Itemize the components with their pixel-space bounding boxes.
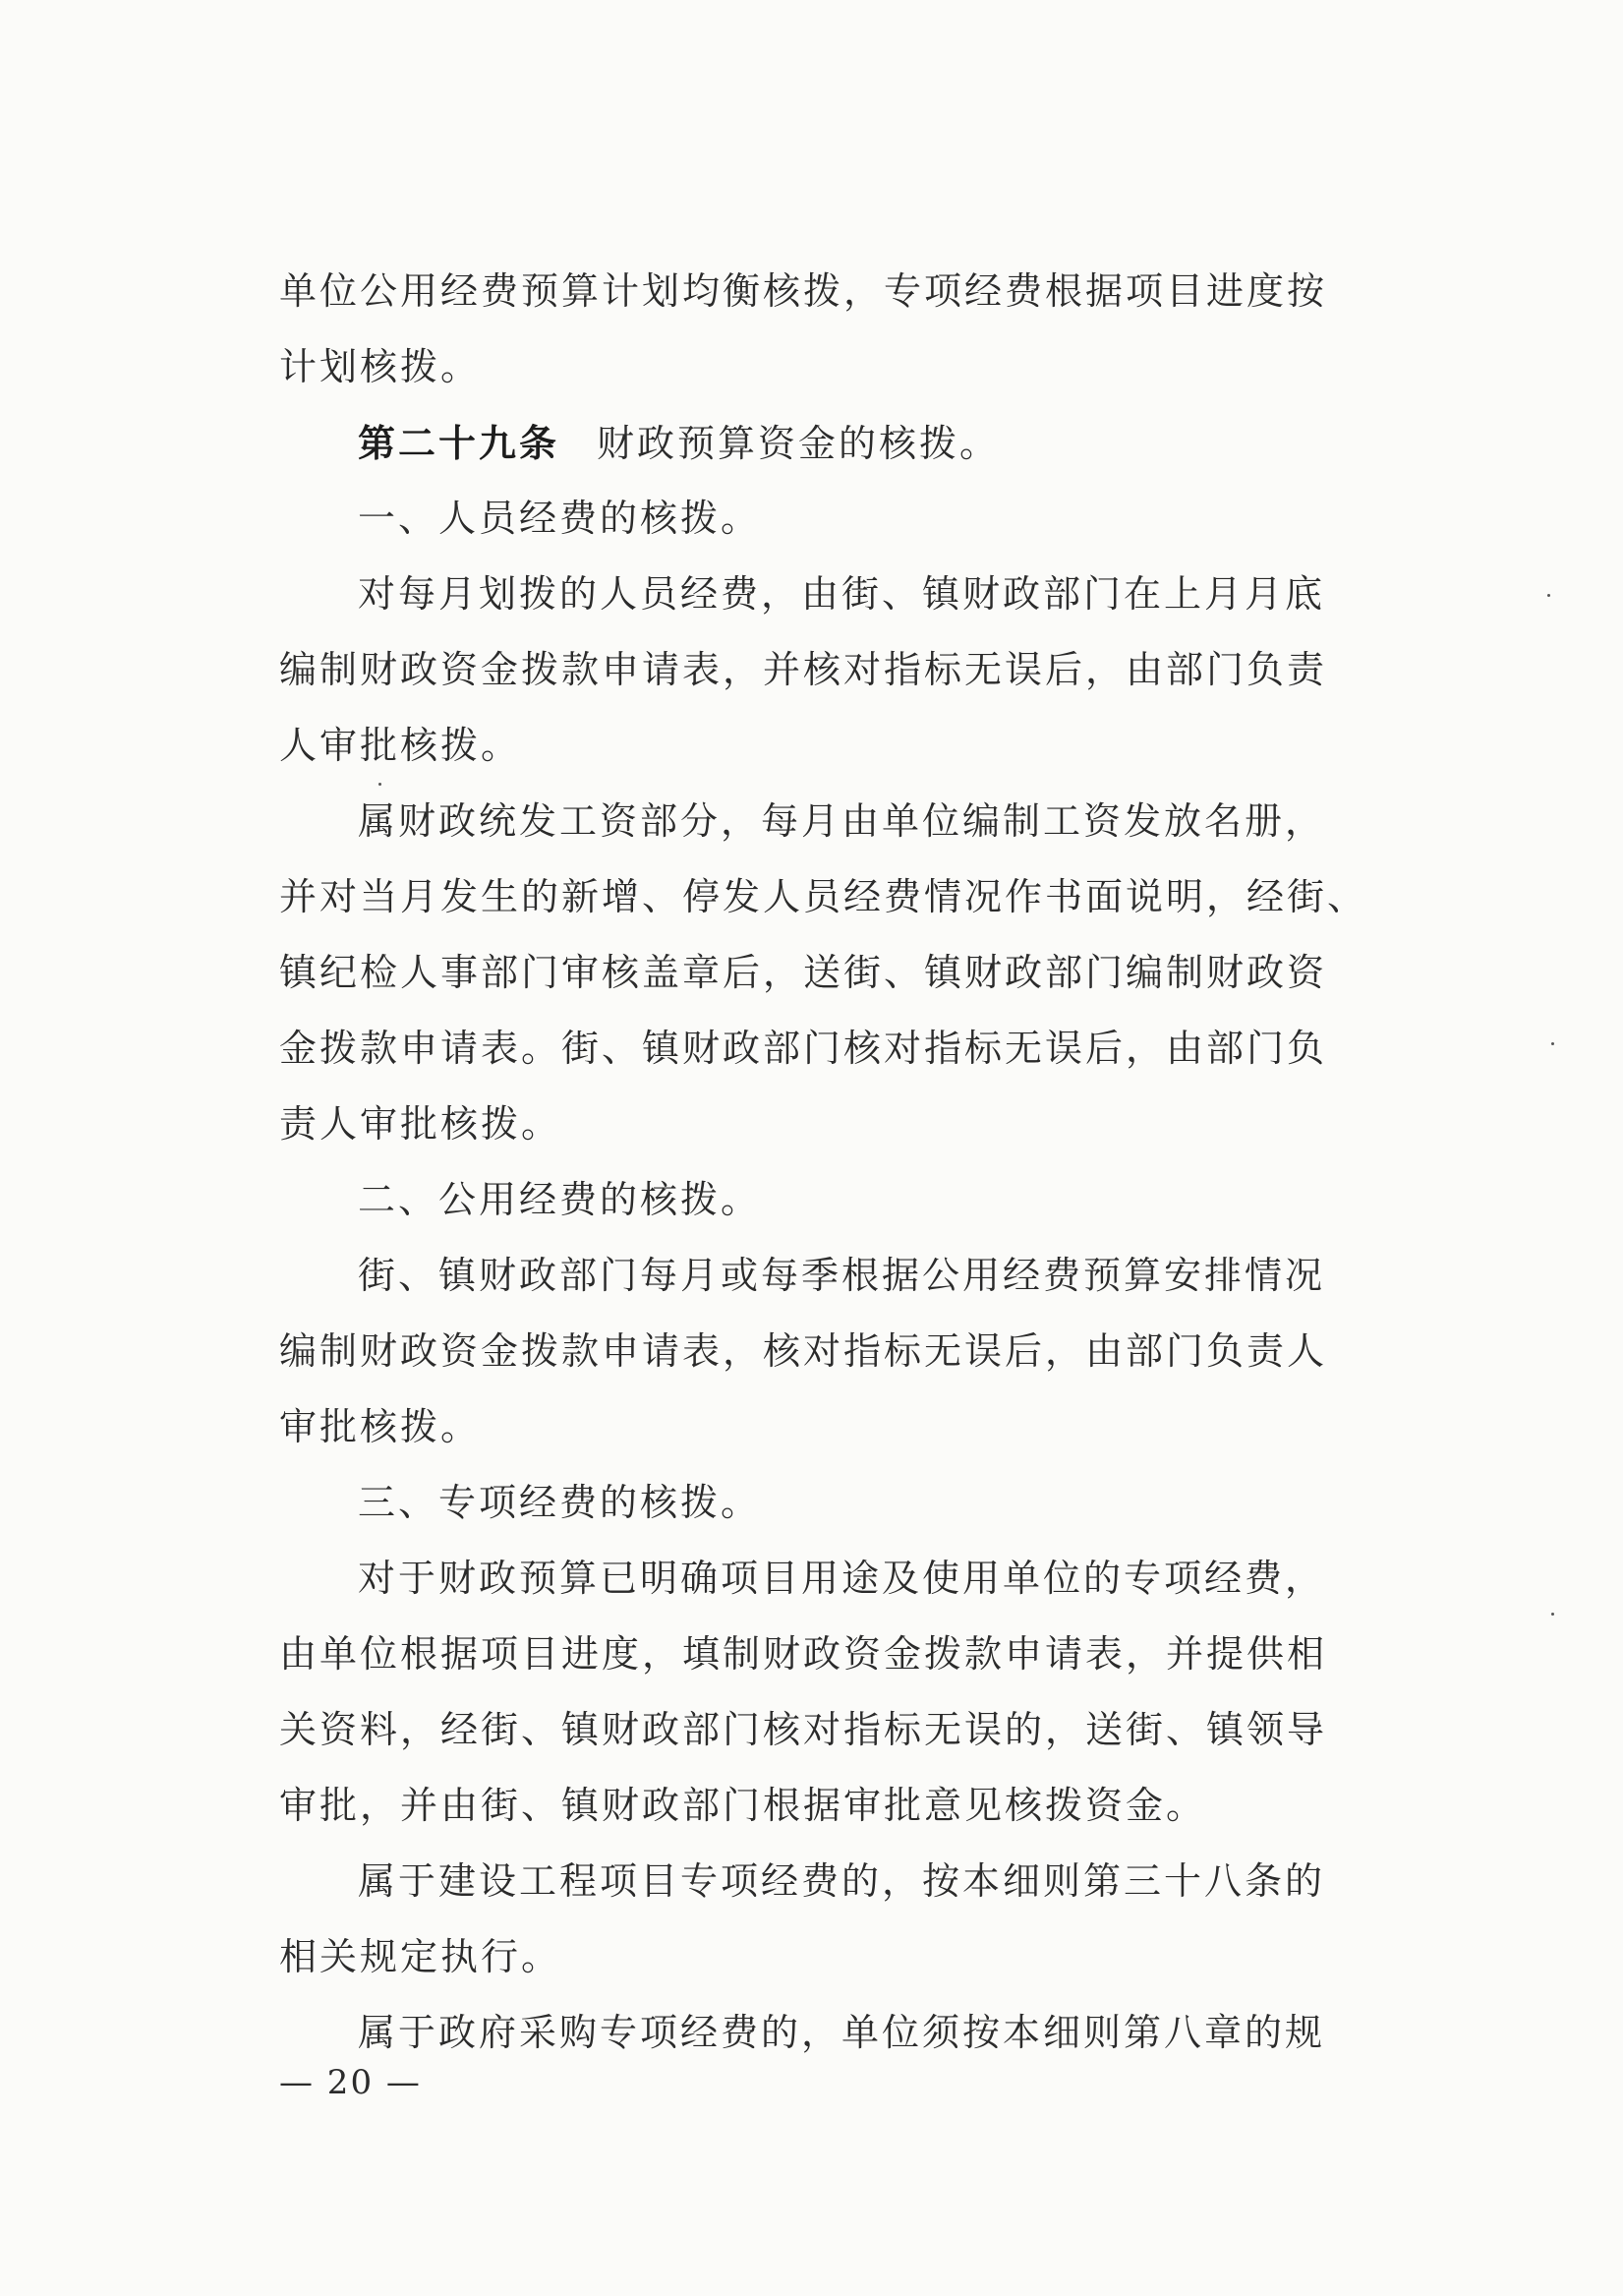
paragraph-line: 对于财政预算已明确项目用途及使用单位的专项经费， xyxy=(358,1557,1326,1600)
paragraph-line: 对每月划拨的人员经费，由街、镇财政部门在上月月底 xyxy=(358,572,1326,616)
paragraph-line: 相关规定执行。 xyxy=(279,1935,562,1978)
paragraph-line: 审批，并由街、镇财政部门根据审批意见核拨资金。 xyxy=(279,1784,1207,1827)
body-text xyxy=(279,254,1368,2071)
paragraph-line: 审批核拨。 xyxy=(279,1405,482,1448)
paragraph-line: 关资料，经街、镇财政部门核对指标无误的，送街、镇领导 xyxy=(279,1708,1328,1751)
scan-speck xyxy=(1547,594,1550,597)
page-number: — 20 — xyxy=(279,2063,422,2102)
article-heading-line xyxy=(279,405,1346,481)
paragraph-line: 责人审批核拨。 xyxy=(279,1102,562,1146)
paragraph-line: 由单位根据项目进度，填制财政资金拨款申请表，并提供相 xyxy=(279,1632,1328,1676)
paragraph-line: 编制财政资金拨款申请表，核对指标无误后，由部门负责人 xyxy=(279,1329,1328,1373)
section-heading: 一、人员经费的核拨。 xyxy=(358,497,762,540)
article-title: 财政预算资金的核拨。 xyxy=(597,422,1001,465)
paragraph-line: 计划核拨。 xyxy=(279,345,482,388)
paragraph-line: 属于建设工程项目专项经费的，按本细则第三十八条的 xyxy=(358,1859,1326,1903)
paragraph-line: 金拨款申请表。街、镇财政部门核对指标无误后，由部门负 xyxy=(279,1027,1328,1070)
paragraph-line: 镇纪检人事部门审核盖章后，送街、镇财政部门编制财政资 xyxy=(279,951,1328,994)
scan-speck xyxy=(1551,1613,1554,1616)
scan-speck xyxy=(1551,1042,1554,1045)
paragraph-line: 人审批核拨。 xyxy=(279,724,522,767)
paragraph-line: 属于政府采购专项经费的，单位须按本细则第八章的规 xyxy=(358,2011,1326,2054)
section-heading: 三、专项经费的核拨。 xyxy=(358,1481,762,1524)
paragraph-line: 单位公用经费预算计划均衡核拨，专项经费根据项目进度按 xyxy=(279,269,1328,313)
scan-speck xyxy=(378,783,381,786)
section-heading: 二、公用经费的核拨。 xyxy=(358,1178,762,1221)
paragraph-line: 属财政统发工资部分，每月由单位编制工资发放名册， xyxy=(358,799,1326,843)
paragraph-line: 编制财政资金拨款申请表，并核对指标无误后，由部门负责 xyxy=(279,648,1328,691)
paragraph-line: 并对当月发生的新增、停发人员经费情况作书面说明，经街、 xyxy=(279,875,1368,918)
article-number: 第二十九条 xyxy=(358,421,560,465)
paragraph-line: 街、镇财政部门每月或每季根据公用经费预算安排情况 xyxy=(358,1254,1326,1297)
